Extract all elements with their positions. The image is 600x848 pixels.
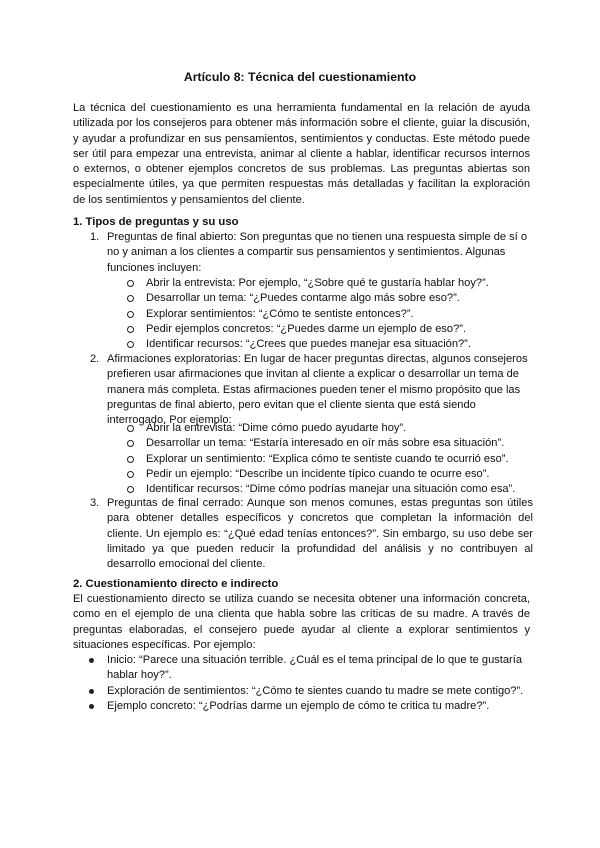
list-item: Abrir la entrevista: “Dime cómo puedo ayudarte hoy”. [127,421,537,436]
circle-bullet-icon [127,295,134,302]
circle-bullet-icon [127,486,134,493]
circle-bullet-icon [127,280,134,287]
list-item: Pedir ejemplos concretos: “¿Puedes darme un ejemplo de eso?”. [127,322,537,337]
list-item: Inicio: “Parece una situación terrible. ¿Cuál es el tema principal de lo que te gustaría hablar hoy?”. [88,653,536,684]
circle-bullet-icon [127,456,134,463]
circle-bullet-icon [127,471,134,478]
intro-paragraph: La técnica del cuestionamiento es una herramienta fundamental en la relación de ayuda utilizada por los consejeros para obtener más información sobre el cliente, guiar la discusión, y ayudar a profundizar en sus pensamientos, sentimientos y conductas. Este método puede ser útil para empezar una entrevista, animar al cliente a hablar, identificar recursos internos o externos, o obtener ejemplos concretos de sus problemas. Las preguntas abiertas son especialmente útiles, ya que permiten respuestas más detalladas y facilitan la exploración de los sentimientos y pensamientos del cliente. [73,102,530,206]
page-title: Artículo 8: Técnica del cuestionamiento [183,70,417,84]
list-item: Abrir la entrevista: Por ejemplo, “¿Sobre qué te gustaría hablar hoy?”. [127,276,537,291]
sub-list-1 [127,276,537,352]
list-item: Pedir un ejemplo: “Describe un incidente típico cuando te ocurre eso”. [127,467,537,482]
section-2-paragraph: El cuestionamiento directo se utiliza cuando se necesita obtener una información concreta, como en el ejemplo de una clienta que habla sobre las críticas de su madre. A través de preguntas elaboradas, el consejero puede ayudar al cliente a explorar sentimientos y situaciones específicas. Por ejemplo: [73,593,530,651]
list-item: Ejemplo concreto: “¿Podrías darme un ejemplo de cómo te critica tu madre?”. [88,699,536,714]
bullet-list [88,653,536,714]
item-number: 3. [90,497,100,509]
circle-bullet-icon [127,326,134,333]
circle-bullet-icon [127,440,134,447]
item-text: Preguntas de final abierto: Son preguntas que no tienen una respuesta simple de sí o no y animan a los clientes a compartir sus pensamientos y sentimientos. Algunas funciones incluyen: [107,231,527,274]
circle-bullet-icon [127,341,134,348]
list-item: Desarrollar un tema: “¿Puedes contarme algo más sobre eso?”. [127,291,537,306]
bullet-icon [89,658,94,663]
list-item: Identificar recursos: “Dime cómo podrías manejar una situación como esa”. [127,482,537,497]
list-item: Exploración de sentimientos: “¿Cómo te sientes cuando tu madre se mete contigo?”. [88,684,536,699]
sub-list-2 [127,421,537,497]
item-text: Preguntas de final cerrado: Aunque son menos comunes, estas preguntas son útiles para obtener detalles específicos y concretos que completan la información del cliente. Un ejemplo es: “¿Qué edad tenías entonces?”. Sin embargo, su uso debe ser limitado ya que pueden reducir la profundidad del análisis y no contribuyen al desarrollo emocional del cliente. [107,497,533,571]
section-1-heading: 1. Tipos de preguntas y su uso [73,216,239,228]
list-item: Explorar sentimientos: “¿Cómo te sentiste entonces?”. [127,307,537,322]
circle-bullet-icon [127,311,134,318]
item-number: 1. [90,231,100,243]
item-text: Afirmaciones exploratorias: En lugar de hacer preguntas directas, algunos consejeros prefieren usar afirmaciones que invitan al cliente a explicar o desarrollar un tema de manera más completa. Estas afirmaciones pueden tener el mismo propósito que las preguntas de final abierto, pero evitan que el cliente sienta que está siendo interrogado. Por ejemplo: [107,353,528,427]
bullet-icon [89,689,94,694]
list-item: Identificar recursos: “¿Crees que puedes manejar esa situación?”. [127,337,537,352]
bullet-icon [89,704,94,709]
circle-bullet-icon [127,425,134,432]
list-item: Desarrollar un tema: “Estaría interesado en oír más sobre esa situación”. [127,436,537,451]
section-2-heading: 2. Cuestionamiento directo e indirecto [73,578,279,590]
list-item: Explorar un sentimiento: “Explica cómo te sentiste cuando te ocurrió eso”. [127,452,537,467]
item-number: 2. [90,353,100,365]
